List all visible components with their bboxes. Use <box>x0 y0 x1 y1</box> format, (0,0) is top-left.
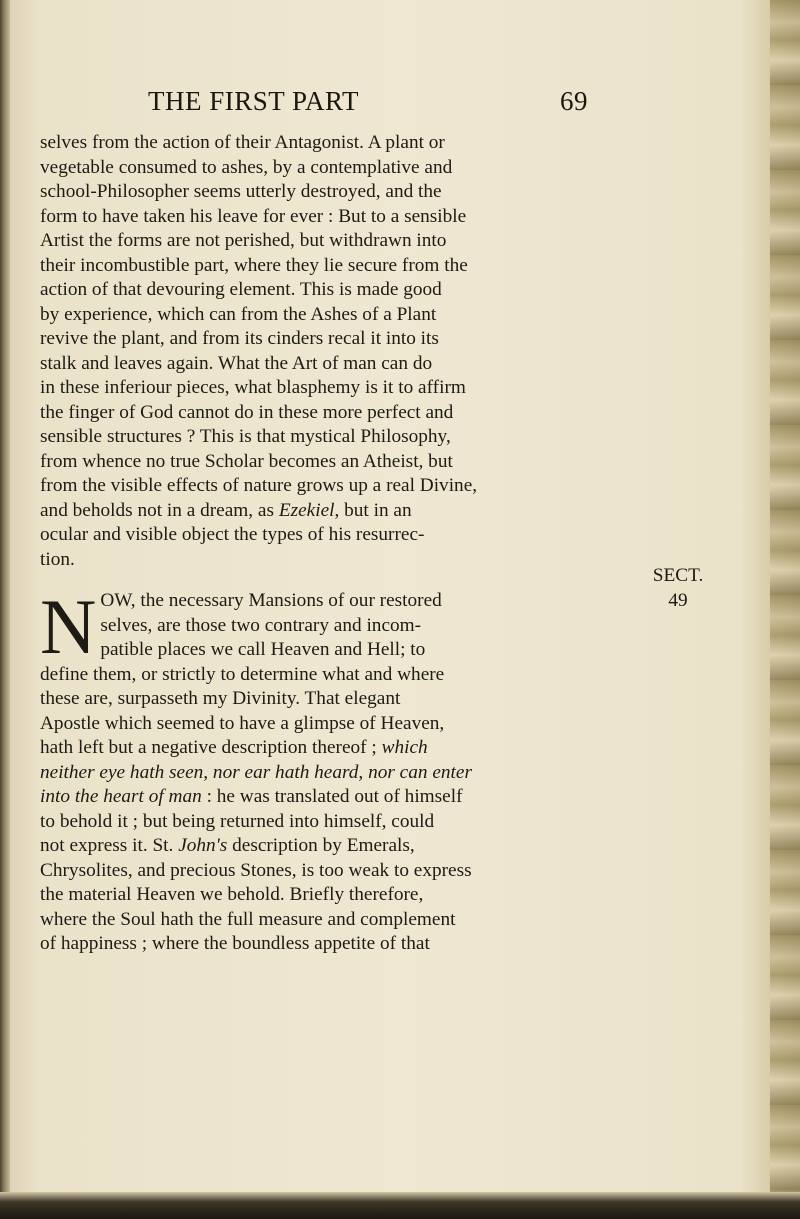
italic-quote: into the heart of man <box>40 786 202 807</box>
paragraph-2 <box>40 583 630 957</box>
text-line: where the Soul hath the full measure and complement <box>40 908 456 930</box>
section-number: 49 <box>668 590 688 611</box>
text-segment: not express it. St. <box>40 835 179 856</box>
text-line: form to have taken his leave for ever : But to a sensible <box>40 205 467 227</box>
text-line: ocular and visible object the types of his resurrec- <box>40 524 425 545</box>
drop-cap: N <box>40 583 97 670</box>
text-line: Chrysolites, and precious Stones, is too weak to express <box>40 859 472 881</box>
paragraph-2-body <box>40 663 630 957</box>
text-line: stalk and leaves again. What the Art of man can do <box>40 352 433 374</box>
drop-cap-lines <box>100 589 630 663</box>
running-head-title: THE FIRST PART <box>148 86 359 116</box>
body-text <box>40 131 630 957</box>
paragraph-1 <box>40 131 630 572</box>
text-line: selves from the action of their Antagonist. A plant or <box>40 132 445 153</box>
italic-quote: neither eye hath seen, nor ear hath heard, nor can enter <box>40 761 472 783</box>
text-line: the finger of God cannot do in these more perfect and <box>40 401 454 423</box>
italic-quote: which <box>381 737 428 758</box>
text-segment: description by Emerals, <box>227 835 415 856</box>
text-line: sensible structures ? This is that mystical Philosophy, <box>40 426 451 447</box>
text-line: to behold it ; but being returned into himself, could <box>40 810 435 832</box>
italic-name: Ezekiel <box>278 499 335 521</box>
text-line <box>40 736 630 761</box>
text-line: patible places we call Heaven and Hell; to <box>100 639 426 660</box>
text-line: by experience, which can from the Ashes of a Plant <box>40 303 437 325</box>
text-line: OW, the necessary Mansions of our restored <box>100 590 442 611</box>
text-line: vegetable consumed to ashes, by a contemplative and <box>40 156 453 178</box>
text-line: from the visible effects of nature grows up a real Divine, <box>40 475 478 496</box>
text-line <box>40 499 630 524</box>
text-line <box>40 785 630 810</box>
section-label: SECT. <box>652 565 704 586</box>
text-line: tion. <box>40 548 75 570</box>
running-head <box>148 86 588 126</box>
text-line: of happiness ; where the boundless appetite of that <box>40 933 430 954</box>
text-line: Artist the forms are not perished, but withdrawn into <box>40 230 447 251</box>
section-sidenote <box>638 563 718 613</box>
text-line <box>40 761 630 786</box>
page-bottom-shadow <box>0 1192 800 1219</box>
text-line: revive the plant, and from its cinders recal it into its <box>40 328 439 349</box>
book-fore-edge <box>770 0 800 1219</box>
text-line: their incombustible part, where they lie secure from the <box>40 254 468 276</box>
text-line: the material Heaven we behold. Briefly therefore, <box>40 884 424 905</box>
text-segment: , but in an <box>334 499 412 521</box>
page-gutter-shadow <box>0 0 10 1219</box>
text-line <box>40 834 630 859</box>
text-line: action of that devouring element. This is made good <box>40 279 442 300</box>
text-line: in these inferiour pieces, what blasphemy is it to affirm <box>40 377 466 398</box>
text-line: school-Philosopher seems utterly destroyed, and the <box>40 181 442 202</box>
text-line: selves, are those two contrary and incom- <box>100 614 422 636</box>
text-line: define them, or strictly to determine what and where <box>40 663 445 685</box>
text-segment: hath left but a negative description thereof ; <box>40 737 382 758</box>
text-line: from whence no true Scholar becomes an Atheist, but <box>40 450 453 472</box>
text-segment: : he was translated out of himself <box>201 786 463 807</box>
page-number: 69 <box>560 86 588 116</box>
italic-name: John's <box>178 835 228 856</box>
text-line: these are, surpasseth my Divinity. That elegant <box>40 688 401 709</box>
text-segment: and beholds not in a dream, as <box>40 499 279 521</box>
text-line: Apostle which seemed to have a glimpse of Heaven, <box>40 712 445 734</box>
